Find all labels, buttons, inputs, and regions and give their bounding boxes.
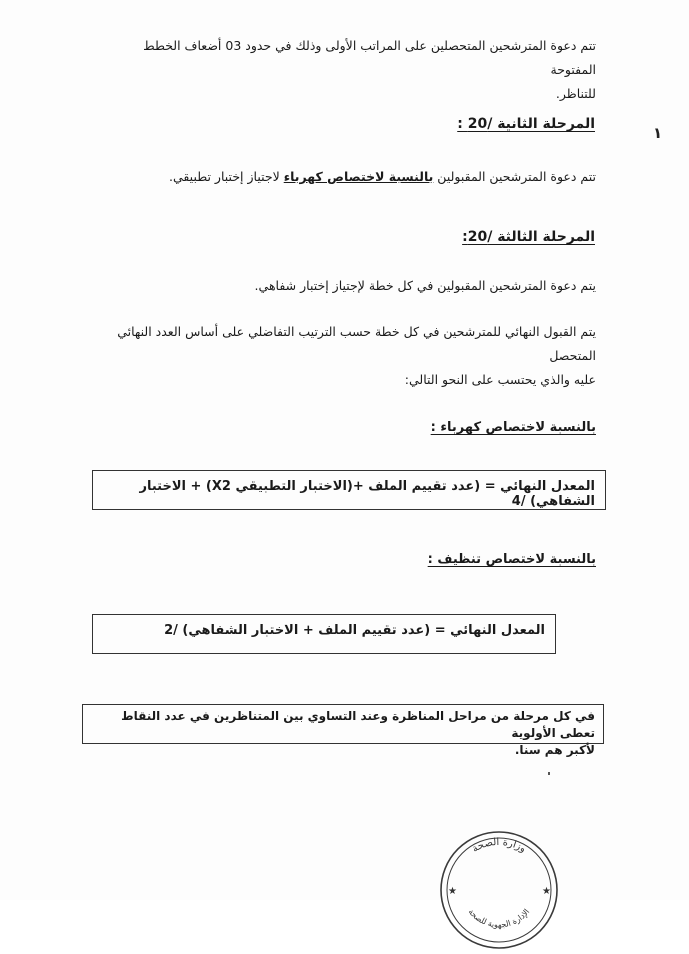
electricity-formula-box — [92, 470, 606, 510]
margin-mark: ١ — [653, 124, 663, 142]
final-line-1: يتم القبول النهائي للمترشحين في كل خطة حسب الترتيب التفاضلي على أساس العدد النهائي المتحصل — [117, 324, 596, 363]
stage2-heading: المرحلة الثانية /20 : — [457, 116, 595, 132]
cleaning-heading: بالنسبة لاختصاص تنظيف : — [427, 552, 596, 567]
final-line-2: عليه والذي يحتسب على النحو التالي: — [404, 372, 596, 387]
stage2-text-before: تتم دعوة المترشحين المقبولين — [433, 169, 596, 184]
stage2-text-after: لاجتياز إختبار تطبيقي. — [168, 169, 284, 184]
stamp-star-left: ★ — [448, 886, 457, 897]
stamp-text-top: وزارة الصحة — [470, 836, 528, 855]
electricity-formula: المعدل النهائي = (عدد تقييم الملف +(الاختبار التطبيقي X2) + الاختبار الشفاهي) /4 — [139, 479, 595, 509]
cleaning-formula: المعدل النهائي = (عدد تقييم الملف + الاختبار الشفاهي) /2 — [164, 623, 545, 638]
svg-text:الإدارة الجهوية للصحة — [467, 907, 532, 929]
tie-break-note-box — [82, 704, 604, 757]
svg-text:وزارة الصحة — [470, 837, 527, 855]
electricity-heading: بالنسبة لاختصاص كهرباء : — [430, 420, 596, 435]
stamp-text-bottom: الإدارة الجهوية للصحة — [466, 907, 532, 930]
intro-line-1: تتم دعوة المترشحين المتحصلين على المراتب الأولى وذلك في حدود 03 أضعاف الخطط المفتوحة — [143, 38, 596, 77]
stage3-paragraph: يتم دعوة المترشحين المقبولين في كل خطة لإجتياز إختبار شفاهي. — [254, 278, 596, 293]
cleaning-formula-box — [92, 614, 556, 654]
stage2-text-bold: بالنسبة لاختصاص كهرباء — [283, 169, 434, 184]
stage3-heading: المرحلة الثالثة /20: — [462, 229, 595, 245]
note-line-1: في كل مرحلة من مراحل المناظرة وعند التساوي بين المتناظرين في عدد النقاط تعطى الأولوية — [121, 709, 595, 740]
scan-speck — [548, 772, 550, 775]
intro-line-2: للتناظر. — [555, 86, 596, 101]
final-acceptance-paragraph — [96, 320, 596, 392]
stage2-paragraph — [96, 165, 596, 189]
stamp-star-right: ★ — [542, 886, 551, 897]
note-line-2: لأكبر هم سنا. — [514, 743, 595, 757]
official-stamp — [434, 824, 564, 954]
intro-paragraph — [96, 34, 596, 106]
